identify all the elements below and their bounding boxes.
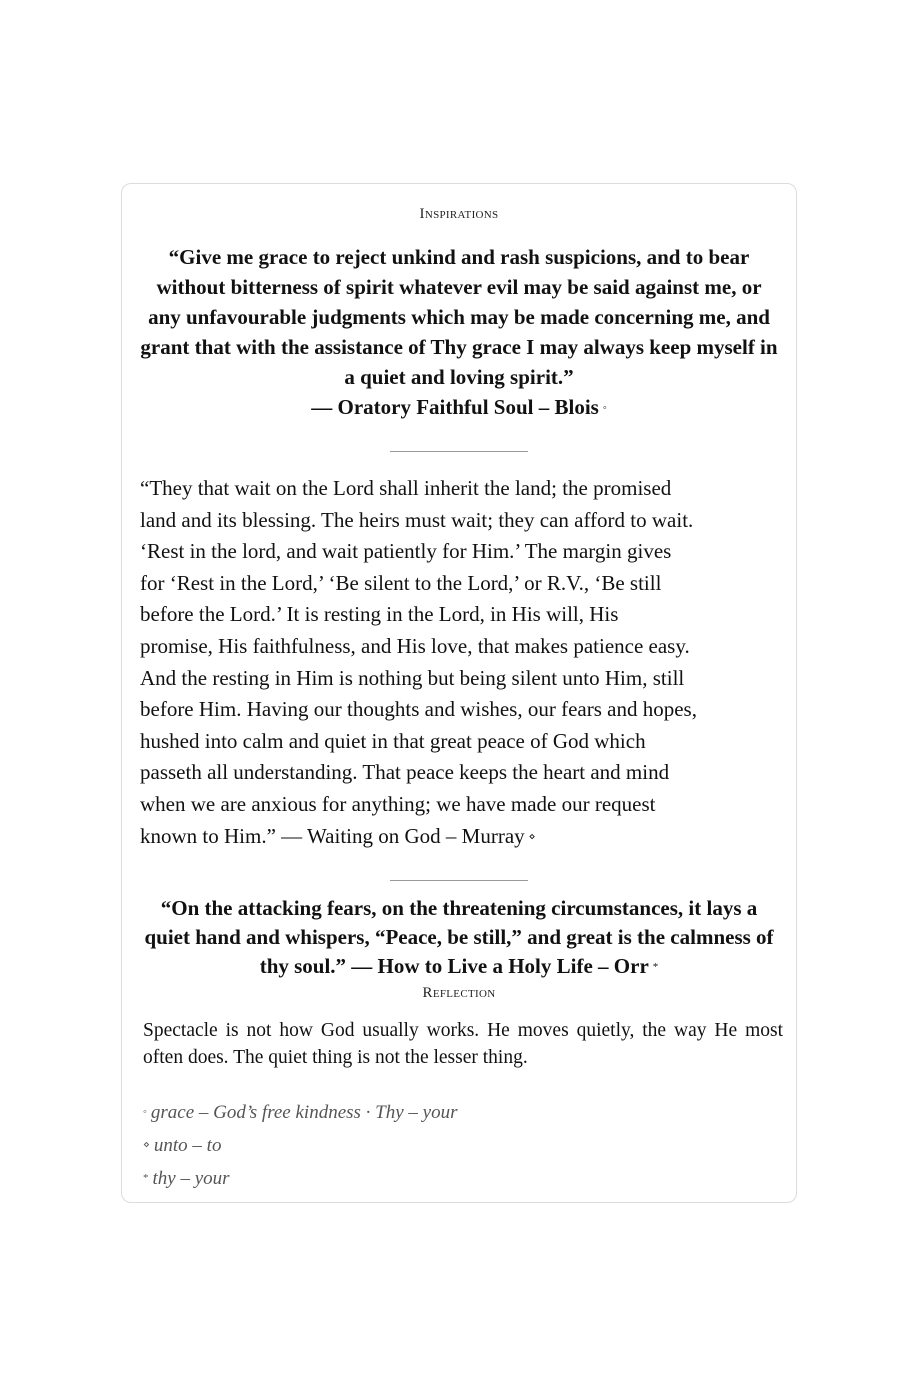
quote-line: for ‘Rest in the Lord,’ ‘Be silent to the Lord,’ or R.V., ‘Be still — [140, 570, 662, 595]
quote-text: “Give me grace to reject unkind and rash suspicions, and to bear without bitterness of spirit whatever evil may be said against me, or any unfavourable judgments which may be made concerning me, and grant that with the assistance of Thy grace I may always keep myself in a quiet and loving spirit.” — [140, 245, 778, 389]
footnote — [143, 1129, 763, 1162]
quote-line: before Him. Having our thoughts and wishes, our fears and hopes, — [140, 697, 697, 722]
quote-line: land and its blessing. The heirs must wait; they can afford to wait. — [140, 507, 694, 532]
footnote-mark-asterisk: * — [652, 961, 659, 973]
quote-attribution-line — [140, 392, 778, 423]
footnote — [143, 1096, 763, 1129]
quote-line: hushed into calm and quiet in that great peace of God which — [140, 728, 646, 753]
quote-line: ‘Rest in the lord, and wait patiently for Him.’ The margin gives — [140, 539, 672, 564]
quote-line-attribution: known to Him.” — Waiting on God – Murray — [140, 823, 525, 848]
quote-line: passeth all understanding. That peace keeps the heart and mind — [140, 760, 670, 785]
quote-attribution: — Oratory Faithful Soul – Blois — [311, 395, 599, 419]
section-label-reflection: Reflection — [422, 985, 496, 1001]
footnote-mark-diamond: ⋄ — [528, 830, 536, 843]
quote-oratory-faithful-soul — [140, 242, 778, 423]
section-divider — [390, 451, 528, 452]
footnote-mark-circle: ◦ — [602, 402, 607, 414]
quote-line-last — [140, 821, 800, 854]
footnote-symbol: * — [143, 1172, 149, 1184]
devotional-card — [121, 183, 797, 1203]
reflection-text: Spectacle is not how God usually works. He moves quietly, the way He most often does. The quiet thing is not the lesser thing. — [143, 1020, 783, 1068]
footnote — [143, 1162, 763, 1195]
quote-line: promise, His faithfulness, and His love, that makes patience easy. — [140, 633, 690, 658]
quote-line: And the resting in Him is nothing but being silent unto Him, still — [140, 665, 685, 690]
section-divider — [390, 880, 528, 881]
footnotes — [143, 1096, 763, 1195]
section-label-inspirations: Inspirations — [419, 206, 499, 222]
quote-waiting-on-god — [140, 473, 800, 853]
quote-line: before the Lord.’ It is resting in the Lord, in His will, His — [140, 602, 619, 627]
footnote-text: unto – to — [153, 1135, 222, 1156]
quote-line: “They that wait on the Lord shall inherit the land; the promised — [140, 476, 672, 500]
footnote-text: thy – your — [152, 1168, 230, 1189]
quote-line: when we are anxious for anything; we have made our request — [140, 791, 656, 816]
footnote-symbol: ◦ — [143, 1106, 147, 1118]
footnote-text: grace – God’s free kindness · Thy – your — [150, 1102, 458, 1123]
quote-holy-life — [140, 894, 778, 982]
quote-text: “On the attacking fears, on the threatening circumstances, it lays a quiet hand and whispers, “Peace, be still,” and great is the calmness of thy soul.” — How to Live a Holy Life – Orr — [144, 896, 774, 978]
footnote-symbol: ⋄ — [143, 1139, 150, 1151]
